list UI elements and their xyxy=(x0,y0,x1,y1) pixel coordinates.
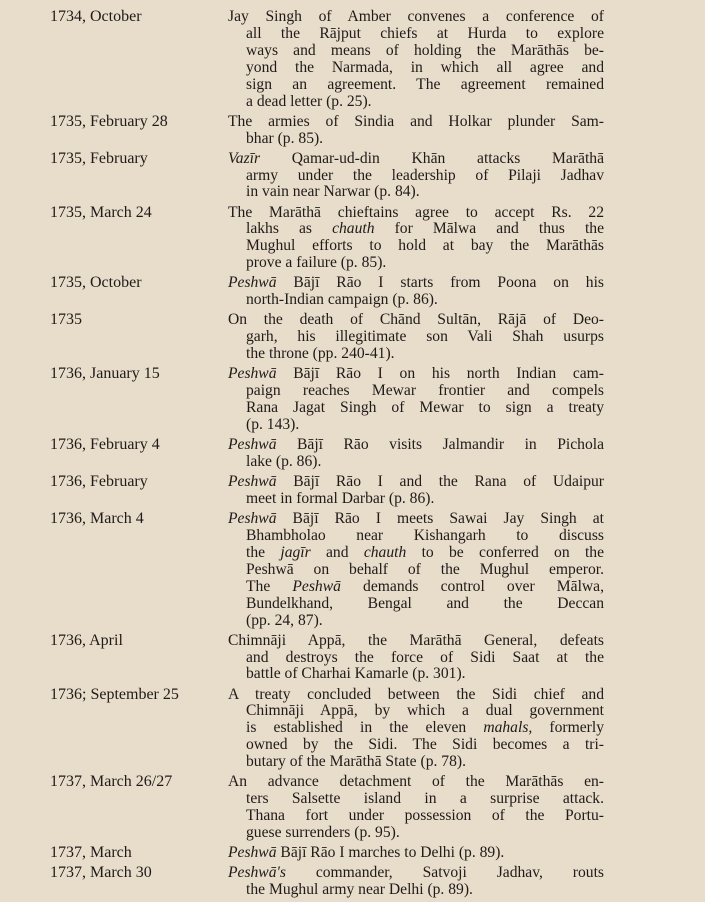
text-segment: Bhambholao near Kishangarh to discuss xyxy=(246,526,604,544)
entry-description xyxy=(228,9,604,110)
text-segment: A treaty concluded between the Sidi chief and xyxy=(228,685,604,703)
entry-date: 1737, March 30 xyxy=(50,864,152,882)
text-line xyxy=(246,238,604,255)
text-line xyxy=(246,596,604,613)
text-segment: (pp. 24, 87). xyxy=(246,611,323,629)
chronology-entry xyxy=(0,151,705,202)
text-line xyxy=(246,737,604,754)
entry-date: 1737, March xyxy=(50,844,132,862)
entry-description xyxy=(228,633,604,684)
text-line xyxy=(246,754,604,771)
text-line xyxy=(228,865,604,882)
text-segment: prove a failure (p. 85). xyxy=(246,254,387,272)
entry-description xyxy=(228,114,604,148)
entry-description xyxy=(228,511,604,629)
text-segment: meet in formal Darbar (p. 86). xyxy=(246,489,435,507)
chronology-entry xyxy=(0,865,705,899)
text-line xyxy=(246,221,604,238)
text-line xyxy=(246,292,604,309)
text-line xyxy=(246,650,604,667)
entry-date: 1736, February xyxy=(50,473,148,491)
text-line xyxy=(228,9,604,26)
text-segment: for Mālwa and thus the xyxy=(374,220,604,238)
text-line xyxy=(246,579,604,596)
text-segment: Mughul efforts to hold at bay the Marāthās xyxy=(246,237,604,255)
text-segment: Qamar-ud-din Khān attacks Marāthā xyxy=(260,149,604,167)
text-segment: guese surrenders (p. 95). xyxy=(246,823,400,841)
entry-date: 1735, October xyxy=(50,274,142,292)
entry-date: 1734, October xyxy=(50,8,142,25)
italic-term: Peshwā xyxy=(228,274,277,292)
text-segment: Jay Singh of Amber convenes a conference of xyxy=(228,8,604,25)
text-line xyxy=(246,562,604,579)
text-line xyxy=(228,366,604,383)
entry-description xyxy=(228,474,604,508)
chronology-entry xyxy=(0,774,705,842)
text-line xyxy=(246,454,604,471)
text-line xyxy=(246,255,604,272)
text-line xyxy=(246,528,604,545)
italic-term: Peshwā xyxy=(292,577,341,595)
chronology-entry xyxy=(0,114,705,148)
entry-description xyxy=(228,687,604,772)
text-line xyxy=(228,845,604,862)
text-segment: sign an agreement. The agreement remained xyxy=(246,75,604,93)
entry-description xyxy=(228,151,604,202)
text-segment: Chimnāji Appā, by which a dual government xyxy=(246,702,604,720)
text-segment: north-Indian campaign (p. 86). xyxy=(246,291,438,309)
chronology-entry xyxy=(0,205,705,273)
text-segment: ters Salsette island in a surprise attack. xyxy=(246,790,604,808)
chronology-entry xyxy=(0,275,705,309)
text-segment: Peshwā on behalf of the Mughul emperor. xyxy=(246,560,604,578)
text-segment: Thana fort under possession of the Portu- xyxy=(246,807,604,825)
text-segment: lake (p. 86). xyxy=(246,452,322,470)
chronology-page xyxy=(0,9,705,902)
text-line xyxy=(246,417,604,434)
text-line xyxy=(246,666,604,683)
text-line xyxy=(246,882,604,899)
chronology-entry xyxy=(0,312,705,363)
text-line xyxy=(246,703,604,720)
text-line xyxy=(246,329,604,346)
text-segment: army under the leadership of Pilaji Jadhav xyxy=(246,166,604,184)
entry-description xyxy=(228,865,604,899)
text-line xyxy=(228,312,604,329)
text-line xyxy=(246,491,604,508)
text-line xyxy=(228,114,604,131)
entry-date: 1736, April xyxy=(50,631,123,649)
chronology-entry xyxy=(0,511,705,629)
text-segment: Bājī Rāo I starts from Poona on his xyxy=(276,274,604,292)
chronology-entry xyxy=(0,366,705,434)
text-line xyxy=(246,383,604,400)
text-line xyxy=(246,825,604,842)
text-segment: commander, Satvoji Jadhav, routs xyxy=(285,864,604,882)
text-segment: battle of Charhai Kamarle (p. 301). xyxy=(246,665,466,683)
italic-term: Peshwā xyxy=(228,365,277,383)
entry-date: 1735, February 28 xyxy=(50,112,168,130)
entry-description xyxy=(228,205,604,273)
chronology-entry xyxy=(0,687,705,772)
text-segment: in vain near Narwar (p. 84). xyxy=(246,183,420,201)
text-line xyxy=(228,774,604,791)
italic-term: Peshwā xyxy=(228,436,277,454)
text-segment: Bājī Rāo I marches to Delhi (p. 89). xyxy=(276,844,505,862)
text-line xyxy=(246,168,604,185)
text-segment: the xyxy=(246,543,281,561)
text-line xyxy=(246,400,604,417)
chronology-entry xyxy=(0,845,705,862)
text-segment: to be conferred on the xyxy=(406,543,605,561)
entry-date: 1736, February 4 xyxy=(50,436,160,454)
text-segment: butary of the Marāthā State (p. 78). xyxy=(246,753,466,771)
text-segment: the throne (pp. 240-41). xyxy=(246,345,395,363)
text-line xyxy=(246,808,604,825)
entry-date: 1736; September 25 xyxy=(50,685,179,703)
italic-term: Peshwā's xyxy=(228,864,286,882)
chronology-entry xyxy=(0,474,705,508)
text-segment: Chimnāji Appā, the Marāthā General, defeats xyxy=(228,631,604,649)
text-line xyxy=(228,205,604,222)
text-line xyxy=(228,511,604,528)
entry-date: 1735, February xyxy=(50,149,148,167)
text-segment: Bundelkhand, Bengal and the Deccan xyxy=(246,594,604,612)
text-segment: the Mughul army near Delhi (p. 89). xyxy=(246,881,473,899)
text-line xyxy=(246,26,604,43)
text-segment: The xyxy=(246,577,293,595)
text-segment: ways and means of holding the Marāthās be- xyxy=(246,41,604,59)
text-segment: lakhs as xyxy=(246,220,333,238)
text-segment: The Marāthā chieftains agree to accept Rs. 22 xyxy=(228,203,604,221)
text-segment: formerly xyxy=(532,719,604,737)
italic-term: chauth xyxy=(363,543,407,561)
text-segment: demands control over Mālwa, xyxy=(340,577,604,595)
text-line xyxy=(246,791,604,808)
text-segment: An advance detachment of the Marāthās en- xyxy=(228,773,604,791)
text-segment: all the Rājput chiefs at Hurda to explore xyxy=(246,24,604,42)
text-segment: yond the Narmada, in which all agree and xyxy=(246,58,604,76)
text-line xyxy=(246,184,604,201)
text-line xyxy=(246,77,604,94)
italic-term: chauth xyxy=(332,220,375,238)
text-line xyxy=(228,437,604,454)
text-segment: garh, his illegitimate son Vali Shah usurps xyxy=(246,328,604,346)
text-segment: On the death of Chānd Sultān, Rājā of Deo- xyxy=(228,311,604,329)
text-segment: bhar (p. 85). xyxy=(246,129,324,147)
entry-description xyxy=(228,312,604,363)
italic-term: mahals, xyxy=(483,719,533,737)
chronology-entry xyxy=(0,633,705,684)
entry-description xyxy=(228,774,604,842)
text-segment: (p. 143). xyxy=(246,415,300,433)
text-line xyxy=(246,94,604,111)
entry-date: 1736, January 15 xyxy=(50,365,160,383)
entry-description xyxy=(228,437,604,471)
text-segment: The armies of Sindia and Holkar plunder Sam- xyxy=(228,112,604,130)
italic-term: Peshwā xyxy=(228,844,277,862)
italic-term: Vazīr xyxy=(228,149,261,167)
text-segment: Bājī Rāo visits Jalmandir in Pichola xyxy=(276,436,604,454)
text-segment: paign reaches Mewar frontier and compels xyxy=(246,382,604,400)
text-line xyxy=(246,43,604,60)
text-line xyxy=(246,545,604,562)
entry-description xyxy=(228,275,604,309)
text-segment: Bājī Rāo I meets Sawai Jay Singh at xyxy=(276,510,604,528)
text-segment: Bājī Rāo I on his north Indian cam- xyxy=(276,365,604,383)
entry-description xyxy=(228,845,604,862)
text-line xyxy=(246,613,604,630)
text-line xyxy=(228,633,604,650)
text-segment: is established in the eleven xyxy=(246,719,484,737)
chronology-entry xyxy=(0,9,705,110)
text-segment: and destroys the force of Sidi Saat at the xyxy=(246,648,604,666)
text-line xyxy=(246,131,604,148)
text-segment: a dead letter (p. 25). xyxy=(246,92,372,110)
entry-date: 1735, March 24 xyxy=(50,203,152,221)
italic-term: Peshwā xyxy=(228,510,277,528)
text-segment: Rana Jagat Singh of Mewar to sign a treaty xyxy=(246,399,604,417)
text-line xyxy=(228,474,604,491)
entry-date: 1737, March 26/27 xyxy=(50,773,173,791)
text-segment: Bājī Rāo I and the Rana of Udaipur xyxy=(276,473,604,491)
italic-term: Peshwā xyxy=(228,473,277,491)
text-line xyxy=(246,720,604,737)
text-line xyxy=(228,151,604,168)
entry-date: 1736, March 4 xyxy=(50,510,144,528)
text-segment: owned by the Sidi. The Sidi becomes a tri- xyxy=(246,736,604,754)
text-line xyxy=(246,60,604,77)
chronology-entry xyxy=(0,437,705,471)
text-line xyxy=(228,275,604,292)
entry-description xyxy=(228,366,604,434)
entry-date: 1735 xyxy=(50,311,82,329)
text-segment: and xyxy=(310,543,364,561)
text-line xyxy=(228,687,604,704)
italic-term: jagīr xyxy=(280,543,311,561)
text-line xyxy=(246,346,604,363)
